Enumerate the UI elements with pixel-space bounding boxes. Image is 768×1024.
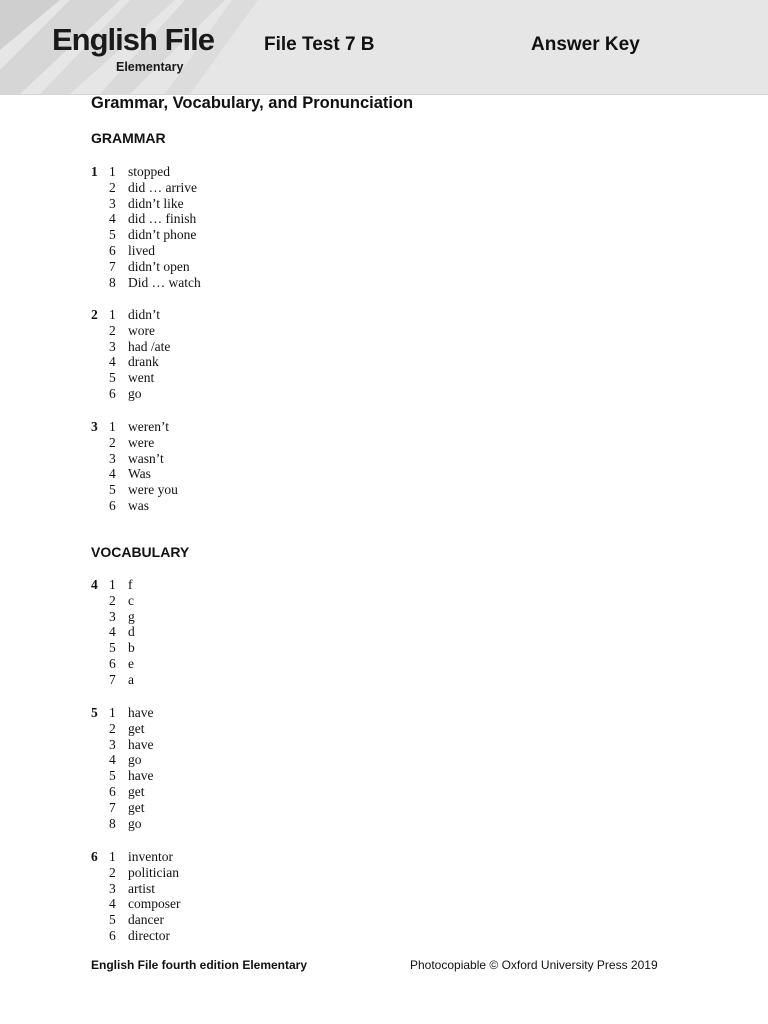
exercise-number: 3 [91, 419, 98, 434]
section-title: Grammar, Vocabulary, and Pronunciation [91, 94, 414, 112]
answer-text: drank [128, 354, 159, 370]
answer-text: inventor [128, 849, 173, 864]
answer-text: stopped [128, 164, 170, 179]
exercise-number: 5 [91, 705, 98, 720]
answer-text: get [128, 720, 145, 736]
test-title: File Test 7 B [264, 34, 375, 55]
footer-copyright: Photocopiable © Oxford University Press 2019 [410, 958, 658, 972]
answer-text: b [128, 640, 135, 656]
answer-text: have [128, 736, 154, 752]
answer-text: was [128, 497, 149, 513]
answer-text: politician [128, 864, 179, 880]
page-header [0, 0, 768, 95]
answer-text: go [128, 815, 142, 831]
answer-text: artist [128, 880, 155, 896]
exercise-number: 2 [91, 307, 98, 322]
answer-text: did … arrive [128, 179, 197, 195]
answer-text: e [128, 655, 134, 671]
answer-text: had /ate [128, 338, 171, 354]
answer-text: didn’t open [128, 258, 190, 274]
answer-text: d [128, 624, 135, 640]
answer-text: have [128, 768, 154, 784]
answer-text: wasn’t [128, 450, 164, 466]
answer-text: have [128, 705, 154, 720]
logo-subtitle: Elementary [116, 60, 184, 74]
vocabulary-heading: VOCABULARY [91, 544, 190, 560]
answer-text: Was [128, 466, 151, 482]
answer-text: get [128, 783, 145, 799]
exercise-number: 4 [91, 577, 98, 592]
answer-text: were [128, 434, 155, 450]
exercise-number: 1 [91, 164, 98, 179]
answer-text: director [128, 927, 170, 943]
answer-text: go [128, 385, 142, 401]
answer-text: didn’t like [128, 195, 184, 211]
logo-title: English File [52, 22, 214, 57]
answer-text: g [128, 608, 135, 624]
grammar-heading: GRAMMAR [91, 130, 166, 146]
answer-text: get [128, 799, 145, 815]
answer-text: lived [128, 242, 155, 258]
answer-text: Did … watch [128, 274, 201, 290]
answer-text: dancer [128, 912, 164, 928]
exercise-number: 6 [91, 849, 98, 864]
answer-text: a [128, 671, 134, 687]
answer-text: c [128, 592, 134, 608]
answer-text: didn’t [128, 307, 161, 322]
answer-text: didn’t phone [128, 227, 197, 243]
answer-text: composer [128, 896, 181, 912]
answer-text: were you [128, 482, 178, 498]
answer-key-label: Answer Key [531, 34, 640, 55]
answer-text: went [128, 370, 155, 386]
answer-text: wore [128, 322, 155, 338]
answer-text: did … finish [128, 211, 197, 227]
answer-text: go [128, 752, 142, 768]
answer-text: weren’t [128, 419, 169, 434]
footer-edition: English File fourth edition Elementary [91, 958, 308, 972]
answer-text: f [128, 577, 133, 592]
